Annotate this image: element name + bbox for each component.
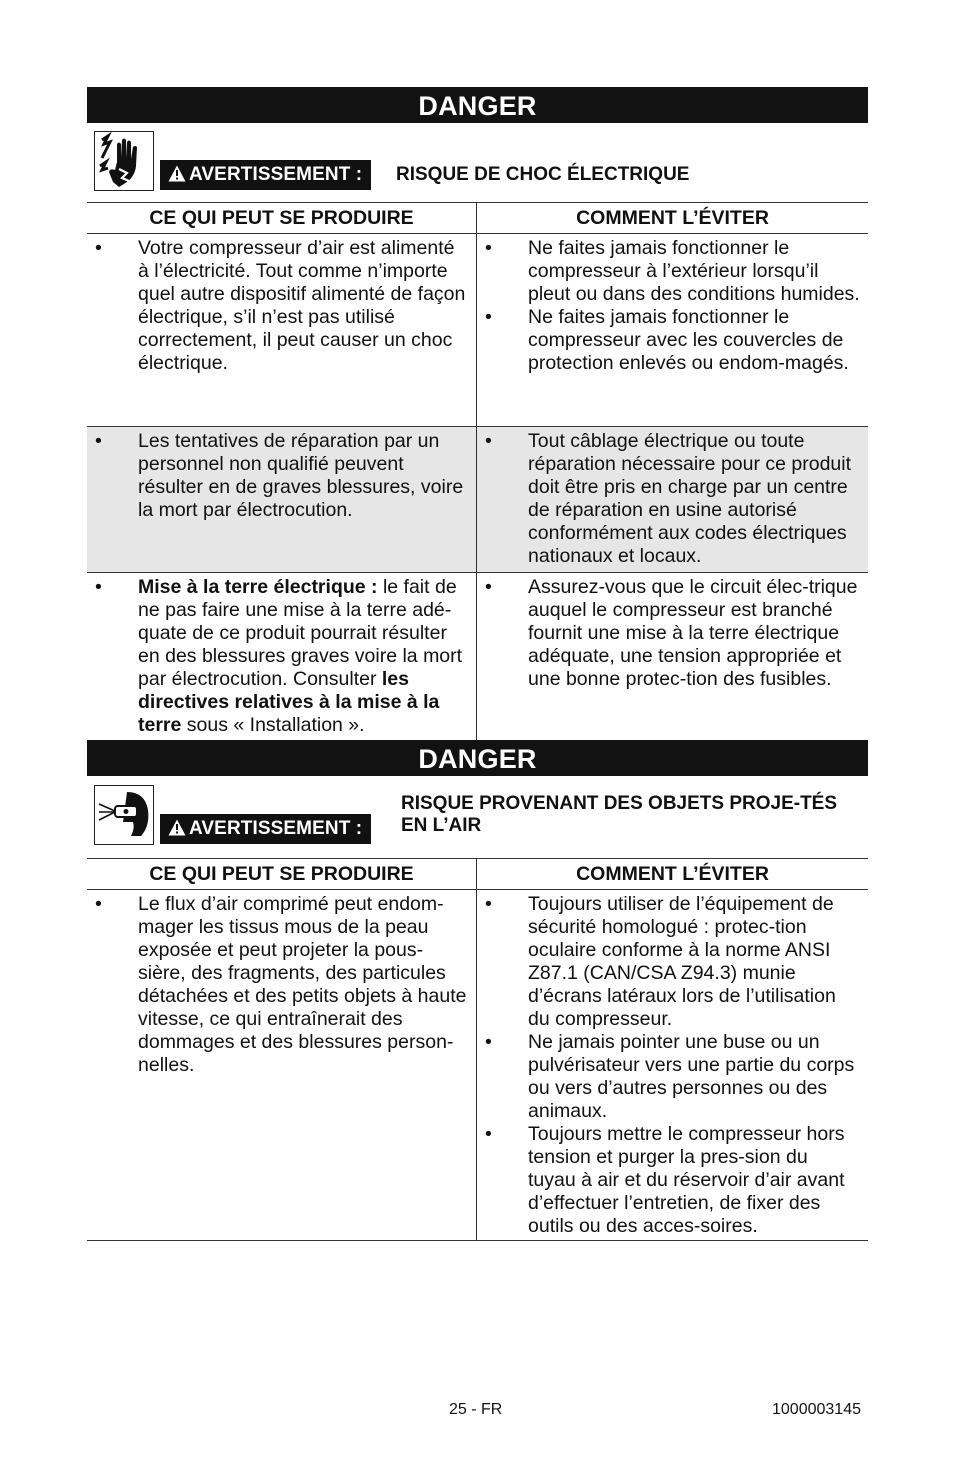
list-item xyxy=(477,306,860,375)
bullet: • xyxy=(95,237,102,259)
column-header-what-can-happen: CE QUI PEUT SE PRODUIRE xyxy=(87,203,477,234)
alert-triangle-icon xyxy=(168,816,186,846)
hazard-text: Votre compresseur d’air est alimenté à l’électricité. Tout comme n’importe quel autre dispositif alimenté de façon électrique, s’il n’est pas utilisé correctement, il peut causer un choc électrique. xyxy=(138,237,466,374)
bullet: • xyxy=(485,1122,492,1145)
hazard-table xyxy=(87,858,868,1241)
document-code: 1000003145 xyxy=(772,1401,861,1418)
column-header-what-can-happen: CE QUI PEUT SE PRODUIRE xyxy=(87,858,477,889)
list-item xyxy=(87,237,468,375)
prevention-text: Toujours utiliser de l’équipement de sécurité homologué : protec-tion oculaire conforme à la norme ANSI Z87.1 (CAN/CSA Z94.3) munie d’écrans latéraux lors de l’utilisation du compresseur. xyxy=(528,892,836,1030)
prevention-text: Ne faites jamais fonctionner le compresseur à l’extérieur lorsqu’il pleut ou dans des conditions humides. xyxy=(528,237,860,305)
warning-header xyxy=(87,123,868,202)
list-item xyxy=(87,576,468,737)
table-row xyxy=(87,427,868,573)
hazard-text: Mise à la terre électrique : le fait de ne pas faire une mise à la terre adé-quate de ce produit pourrait résulter en des blessures graves voire la mort par électrocution. Consulter les directives relatives à la mise à la terre sous « Installation ». xyxy=(138,576,463,736)
danger-banner: DANGER xyxy=(87,87,868,123)
hazard-text: Le flux d’air comprimé peut endom-mager les tissus mous de la peau exposée et peut projeter la pous-sière, des fragments, des particules détachées et des petits objets à haute vitesse, ce qui entraînerait des dommages et des blessures person-nelles. xyxy=(138,892,467,1076)
bullet: • xyxy=(95,576,102,598)
bullet: • xyxy=(485,576,492,598)
list-item xyxy=(477,1123,860,1238)
alert-triangle-icon xyxy=(168,162,186,192)
list-item xyxy=(87,893,468,1077)
prevention-text: Ne faites jamais fonctionner le compresseur avec les couvercles de protection enlevés ou endom-magés. xyxy=(528,306,849,374)
prevention-text: Assurez-vous que le circuit élec-trique auquel le compresseur est branché fournit une mise à la terre électrique adéquate, une tension appropriée et une bonne protec-tion des fusibles. xyxy=(528,576,858,690)
warning-badge-label: AVERTISSEMENT : xyxy=(189,164,363,185)
eye-protection-goggles-icon xyxy=(94,785,154,845)
prevention-text: Ne jamais pointer une buse ou un pulvérisateur vers une partie du corps ou vers d’autres personnes ou des animaux. xyxy=(528,1030,855,1122)
prevention-text: Toujours mettre le compresseur hors tension et purger la pres-sion du tuyau à air et du réservoir d’air avant d’effectuer l’entretien, de fixer des outils ou des acces-soires. xyxy=(528,1122,845,1237)
list-item xyxy=(477,430,860,568)
bullet: • xyxy=(485,1030,492,1053)
warning-badge-label: AVERTISSEMENT : xyxy=(189,817,363,839)
bullet: • xyxy=(95,892,102,915)
bullet: • xyxy=(485,306,492,328)
hazard-table xyxy=(87,202,868,740)
hazard-text: Les tentatives de réparation par un personnel non qualifié peuvent résulter en de graves blessures, voire la mort par électrocution. xyxy=(138,430,464,521)
list-item xyxy=(477,893,860,1031)
warning-badge xyxy=(160,160,371,190)
page-number: 25 - FR xyxy=(449,1401,503,1418)
warning-header xyxy=(87,776,868,858)
risk-title: RISQUE PROVENANT DES OBJETS PROJE-TÉS EN L’AIR xyxy=(401,792,838,836)
bullet: • xyxy=(485,430,492,452)
table-row xyxy=(87,234,868,427)
risk-title: RISQUE DE CHOC ÉLECTRIQUE xyxy=(396,164,690,185)
column-header-how-to-prevent: COMMENT L’ÉVITER xyxy=(477,203,869,234)
danger-banner: DANGER xyxy=(87,740,868,776)
bullet: • xyxy=(485,892,492,915)
list-item xyxy=(477,576,860,691)
column-header-how-to-prevent: COMMENT L’ÉVITER xyxy=(477,858,869,889)
list-item xyxy=(87,430,468,522)
warning-badge xyxy=(160,814,371,844)
electric-shock-hand-icon xyxy=(94,131,154,191)
prevention-text: Tout câblage électrique ou toute réparation nécessaire pour ce produit doit être pris en charge par un centre de réparation en usine autorisé conformément aux codes électriques nationaux et locaux. xyxy=(528,430,852,567)
list-item xyxy=(477,1031,860,1123)
manual-page xyxy=(87,87,868,1241)
bullet: • xyxy=(485,237,492,259)
bullet: • xyxy=(95,430,102,452)
table-row xyxy=(87,573,868,740)
table-row xyxy=(87,889,868,1240)
list-item xyxy=(477,237,860,306)
